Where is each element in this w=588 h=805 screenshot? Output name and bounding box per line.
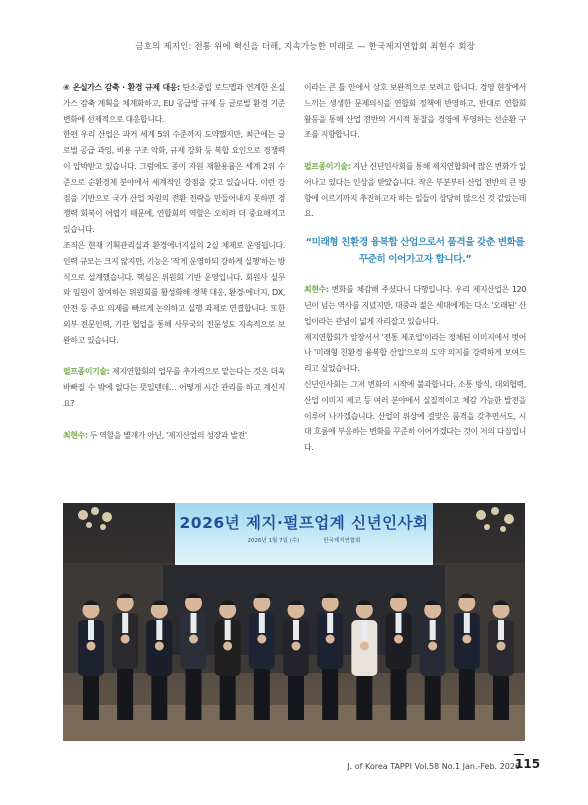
- banner-host: 한국제지연합회: [323, 538, 361, 544]
- right-column: [304, 80, 526, 456]
- paragraph-emissions: [63, 80, 285, 127]
- chandelier-left: [78, 507, 112, 530]
- paragraph-image: 제지연합회가 앞장서서 '전통 제조업'이라는 정체된 이미지에서 벗어나 '미래형 친환경 융복합 산업'으로의 도약 의지를 강력하게 보여드리고 싶었습니다.: [304, 332, 526, 374]
- answer-start: [63, 428, 285, 444]
- banner-title: 2026년 제지·펄프업계 신년인사회: [179, 514, 429, 532]
- speaker-label: 최현수:: [63, 430, 88, 440]
- question-text: 지난 신년인사회를 통해 제지연합회에 많은 변화가 일어나고 있다는 인상을 받았습니다. 작은 부분부터 산업 전반의 큰 방향에 이르기까지 추진하고자 하는 일들이 상당히 많으신 것 같았는데요.: [304, 161, 526, 219]
- pull-quote: “미래형 친환경 융복합 산업으로서 품격을 갖춘 변화를 꾸준히 이어가고자 합니다.”: [305, 237, 525, 266]
- paragraph-answer-continued: 이라는 큰 틀 안에서 상호 보완적으로 보려고 합니다. 경영 현장에서 느끼는 생생한 문제의식을 연합회 정책에 반영하고, 반대로 연합회 활동을 통해 산업 전반의 거시적 통찰을 경영에 투영하는 선순환 구조를 지향합니다.: [304, 83, 526, 140]
- event-banner: [175, 503, 433, 565]
- answer-text: 변화를 체감해 주셨다니 다행입니다. 우리 제지산업은 120년이 넘는 역사를 지녔지만, 대중과 젊은 세대에게는 다소 '오래된' 산업이라는 관념이 넓게 자리잡고 있습니다.: [304, 285, 526, 326]
- item-lead: ④ 온실가스 감축 · 환경 규제 대응:: [63, 83, 180, 92]
- item-text: 탄소중립 로드맵과 연계한 온실가스 감축 계획을 체계화하고, EU 공급망 규제 등 글로벌 환경 기준 변화에 선제적으로 대응합니다.: [63, 83, 285, 124]
- chandelier-right: [476, 507, 514, 532]
- question-new-year: [304, 159, 526, 222]
- left-column: [63, 80, 285, 443]
- answer-text: 두 역할을 별개가 아닌, '제지산업의 성장과 발전': [87, 430, 247, 440]
- banner-subtitle: [175, 536, 433, 544]
- paragraph-organization: 조직은 현재 기획관리실과 환경에너지실의 2실 체제로 운영됩니다. 인력 규모는 크지 않지만, 기능은 '작게 운영하되 강하게 실행'하는 방식으로 설계했습니다. 핵심은 위원회 기반 운영입니다. 회원사 실무와 임원이 참여하는 위원회를 활성화해 정책 대응, 환경·에너지, DX, 안전 등 주요 의제를 빠르게 논의하고 실행 과제로 연결합니다. 또한 외부 전문인력, 기관 협업을 통해 사무국의 전문성도 지속적으로 보완하고 있습니다.: [63, 240, 285, 345]
- speaker-label: 최현수:: [304, 285, 329, 295]
- footer-journal: J. of Korea TAPPI Vol.58 No.1 Jan.-Feb. 2026: [347, 762, 520, 771]
- interviewer-label: 펄프종이기술:: [63, 367, 110, 377]
- page-number: 115: [515, 757, 541, 771]
- question-time-management: [63, 364, 285, 411]
- running-header: 금호의 제지인: 전통 위에 혁신을 더해, 지속가능한 미래로 — 한국제지연합회 최현수 회장: [135, 42, 475, 52]
- interviewer-label: 펄프종이기술:: [304, 161, 351, 171]
- answer-change: [304, 282, 526, 329]
- paragraph-commitment: 신년인사회는 그저 변화의 시작에 불과합니다. 소통 방식, 대외협력, 산업 이미지 제고 등 여러 분야에서 실질적이고 체감 가능한 발전을 이루어 나가겠습니다. 산업의 위상에 걸맞은 품격을 갖추면서도, 시대 흐름에 부응하는 변화를 꾸준히 이어가겠다는 것이 저의 다짐입니다.: [304, 379, 526, 453]
- banner-date: 2026년 1월 7일 (수): [247, 538, 300, 544]
- page-number-rule: [514, 754, 524, 755]
- paragraph-industry: 한편 우리 산업은 과거 세계 5위 수준까지 도약했지만, 최근에는 글로벌 공급 과잉, 비용 구조 악화, 규제 강화 등 복합 요인으로 경쟁력이 압박받고 있습니다. 그럼에도 종이 자원 재활용률은 세계 2위 수준으로 순환경제 분야에서 세계적인 강점을 갖고 있습니다. 이런 강점을 기반으로 국가 산업 차원의 전환 전략을 만들어내지 못하면 경쟁력 회복이 어렵기 때문에, 연합회의 역할은 오히려 더 중요해지고 있습니다.: [63, 130, 285, 235]
- question-text: 제지연합회의 업무를 추가적으로 맡는다는 것은 더욱 바빠질 수 밖에 없다는 뜻일텐데… 어떻게 시간 관리를 하고 계신지요?: [63, 367, 285, 408]
- event-group-photo: [63, 503, 525, 741]
